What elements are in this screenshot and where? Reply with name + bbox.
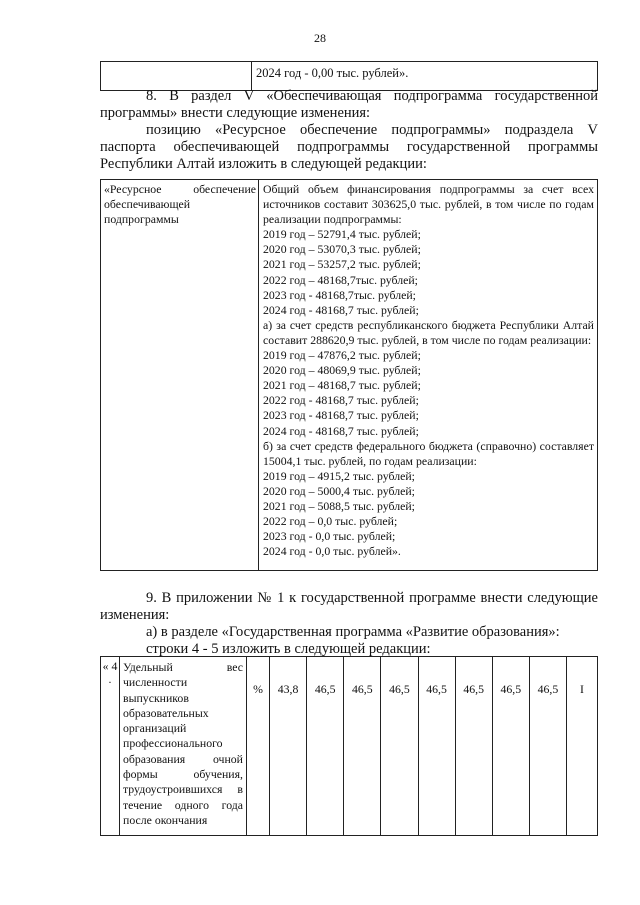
resource-table (100, 179, 598, 571)
resource-line: 2024 год - 48168,7 тыс. рублей; (263, 302, 419, 317)
resource-line: б) за счет средств федерального бюджета (справочно) составляет 15004,1 тыс. рублей, по годам реализации: (263, 438, 594, 468)
section-8-intro: 8. В раздел V «Обеспечивающая подпрограмма государственной программы» внести следующие изменения: (100, 88, 598, 121)
resource-line: 2023 год - 48168,7тыс. рублей; (263, 287, 416, 302)
resource-line: Общий объем финансирования подпрограммы за счет всех источников составит 303625,0 тыс. рублей, в том числе по годам реализации подпрограммы: (263, 182, 594, 227)
section-9-intro: 9. В приложении № 1 к государственной программе внести следующие изменения: (100, 590, 598, 623)
resource-line: 2019 год – 47876,2 тыс. рублей; (263, 348, 421, 363)
resource-line: 2022 год – 48168,7тыс. рублей; (263, 272, 418, 287)
indicator-value: 46,5 (492, 657, 529, 836)
top-table-fragment (100, 61, 598, 91)
indicator-name: Удельный вес численности выпускников образовательных организаций профессионального образования очной формы обучения, трудоустроившихся в течение одного года после окончания (120, 657, 247, 836)
section-8 (100, 88, 598, 173)
resource-line: 2020 год – 48069,9 тыс. рублей; (263, 363, 421, 378)
resource-line: 2024 год - 0,0 тыс. рублей». (263, 544, 401, 559)
top-table-left-cell (101, 62, 252, 91)
resource-line: 2022 год - 48168,7 тыс. рублей; (263, 393, 419, 408)
indicator-value: 46,5 (344, 657, 381, 836)
indicator-value: 46,5 (455, 657, 492, 836)
indicator-value: 46,5 (418, 657, 455, 836)
resource-line: 2022 год – 0,0 тыс. рублей; (263, 514, 398, 529)
indicator-value: 46,5 (529, 657, 566, 836)
section-8-position: позицию «Ресурсное обеспечение подпрограммы» подраздела V паспорта обеспечивающей подпрограммы государственной программы Республики Алтай изложить в следующей редакции: (100, 122, 598, 172)
indicator-unit: % (247, 657, 270, 836)
section-9-subsection: а) в разделе «Государственная программа «Развитие образования»: (146, 624, 560, 640)
indicator-last-cell: I (567, 657, 598, 836)
resource-line: 2020 год – 53070,3 тыс. рублей; (263, 242, 421, 257)
section-9 (100, 590, 598, 658)
resource-table-content (259, 180, 598, 571)
section-9-rows: строки 4 - 5 изложить в следующей редакции: (146, 641, 431, 657)
resource-line: 2019 год – 52791,4 тыс. рублей; (263, 227, 421, 242)
resource-table-label: «Ресурсное обеспечение обеспечивающей подпрограммы (101, 180, 259, 571)
indicator-row-number: « 4 . (101, 657, 120, 836)
resource-line: 2020 год – 5000,4 тыс. рублей; (263, 483, 415, 498)
resource-line: 2024 год - 48168,7 тыс. рублей; (263, 423, 419, 438)
resource-line: 2021 год – 5088,5 тыс. рублей; (263, 498, 415, 513)
indicator-table (100, 656, 598, 836)
resource-line: 2019 год – 4915,2 тыс. рублей; (263, 468, 415, 483)
resource-line: 2023 год - 0,0 тыс. рублей; (263, 529, 396, 544)
page-number: 28 (314, 31, 326, 45)
resource-line: 2023 год - 48168,7 тыс. рублей; (263, 408, 419, 423)
indicator-value: 43,8 (270, 657, 307, 836)
resource-line: 2021 год – 53257,2 тыс. рублей; (263, 257, 421, 272)
indicator-value: 46,5 (381, 657, 418, 836)
indicator-value: 46,5 (307, 657, 344, 836)
top-table-right-cell: 2024 год - 0,00 тыс. рублей». (252, 62, 598, 91)
resource-line: 2021 год – 48168,7 тыс. рублей; (263, 378, 421, 393)
resource-line: а) за счет средств республиканского бюджета Республики Алтай составит 288620,9 тыс. рублей, в том числе по годам реализации: (263, 317, 594, 347)
